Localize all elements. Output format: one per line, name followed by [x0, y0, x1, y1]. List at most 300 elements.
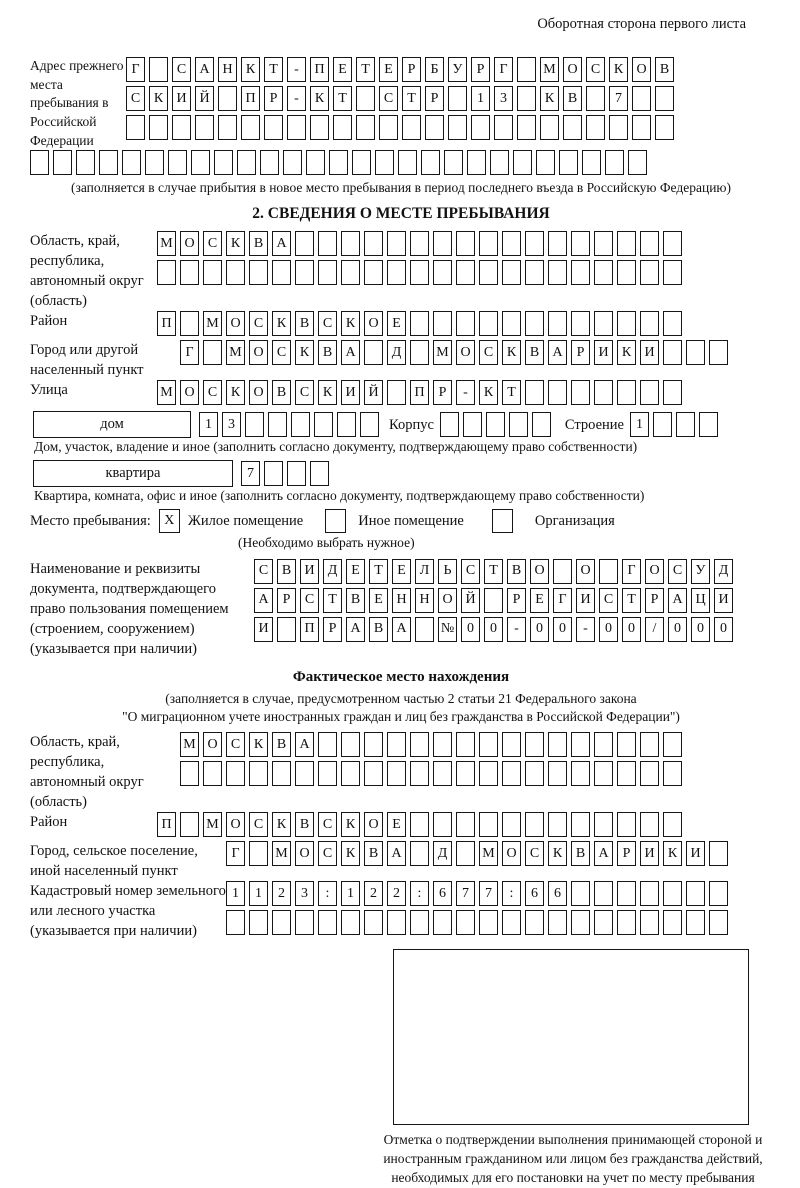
gorod-label: Город или другой населенный пункт: [30, 342, 144, 379]
char-box: №: [438, 617, 457, 642]
checkbox-inoe: [325, 509, 346, 533]
field-prev-address: [30, 57, 772, 150]
char-box: Й: [461, 588, 480, 613]
char-box: [410, 231, 429, 256]
char-box: [548, 732, 567, 757]
char-box: Н: [392, 588, 411, 613]
char-box: В: [295, 812, 314, 837]
char-box: :: [318, 881, 337, 906]
char-box: [272, 761, 291, 786]
char-box: О: [203, 732, 222, 757]
char-box: К: [272, 311, 291, 336]
char-box: К: [341, 311, 360, 336]
char-box: [53, 150, 72, 175]
char-box: Г: [180, 340, 199, 365]
char-box: [553, 559, 572, 584]
char-box: [571, 881, 590, 906]
char-box: [306, 150, 325, 175]
char-box: [484, 588, 503, 613]
char-box: [571, 231, 590, 256]
char-box: [318, 231, 337, 256]
field-doc: [30, 559, 772, 659]
char-box: [268, 412, 287, 437]
char-box: [640, 732, 659, 757]
raion-label: Район: [30, 313, 68, 330]
char-box: Д: [433, 841, 452, 866]
char-box: [663, 881, 682, 906]
char-box: 2: [387, 881, 406, 906]
char-box: [456, 910, 475, 935]
char-box: [341, 910, 360, 935]
char-box: [586, 115, 605, 140]
char-box: И: [594, 340, 613, 365]
char-box: [571, 761, 590, 786]
prev-address-row-2: [126, 86, 674, 111]
char-box: Т: [264, 57, 283, 82]
char-box: [628, 150, 647, 175]
char-box: Е: [530, 588, 549, 613]
char-box: [536, 150, 555, 175]
char-box: [387, 910, 406, 935]
char-box: [433, 231, 452, 256]
char-box: [410, 732, 429, 757]
doc-row-3: [254, 617, 733, 642]
kadastr-row-2: [226, 910, 728, 935]
char-box: [287, 461, 306, 486]
char-box: [548, 910, 567, 935]
char-box: [149, 115, 168, 140]
char-box: [599, 559, 618, 584]
char-box: [440, 412, 459, 437]
char-box: О: [530, 559, 549, 584]
char-box: К: [149, 86, 168, 111]
char-box: [653, 412, 672, 437]
char-box: И: [640, 340, 659, 365]
prev-address-label: Адрес прежнего места пребывания в Российской Федерации: [30, 58, 124, 148]
char-box: [571, 910, 590, 935]
char-box: [433, 910, 452, 935]
char-box: Д: [323, 559, 342, 584]
char-box: О: [563, 57, 582, 82]
char-box: А: [594, 841, 613, 866]
char-box: А: [341, 340, 360, 365]
char-box: О: [364, 311, 383, 336]
char-box: 7: [609, 86, 628, 111]
char-box: [686, 881, 705, 906]
char-box: [479, 260, 498, 285]
char-box: 3: [295, 881, 314, 906]
char-box: [122, 150, 141, 175]
char-box: [525, 231, 544, 256]
char-box: [617, 260, 636, 285]
char-box: [617, 761, 636, 786]
char-box: [571, 732, 590, 757]
field-gorod: [30, 340, 772, 380]
char-box: [709, 841, 728, 866]
char-box: [525, 311, 544, 336]
char-box: А: [392, 617, 411, 642]
char-box: О: [180, 380, 199, 405]
stamp-caption: Отметка о подтверждении выполнения принимающей стороной и иностранным гражданином или лицом без гражданства действий, необходимых для его постановки на учет по месту пребывания: [383, 1132, 763, 1185]
char-box: [356, 86, 375, 111]
char-box: 1: [199, 412, 218, 437]
char-box: С: [203, 231, 222, 256]
char-box: [402, 115, 421, 140]
char-box: [699, 412, 718, 437]
char-box: П: [157, 311, 176, 336]
char-box: [341, 231, 360, 256]
char-box: [655, 115, 674, 140]
char-box: [655, 86, 674, 111]
char-box: [676, 412, 695, 437]
char-box: Е: [369, 588, 388, 613]
char-box: Г: [553, 588, 572, 613]
char-box: Л: [415, 559, 434, 584]
char-box: [709, 340, 728, 365]
char-box: [172, 115, 191, 140]
char-box: [433, 732, 452, 757]
oblast-2-row-1: [180, 732, 682, 757]
char-box: [341, 260, 360, 285]
char-box: С: [318, 311, 337, 336]
char-box: -: [287, 86, 306, 111]
char-box: [479, 732, 498, 757]
char-box: С: [525, 841, 544, 866]
char-box: [283, 150, 302, 175]
char-box: А: [548, 340, 567, 365]
char-box: О: [180, 231, 199, 256]
oblast-2-row-2: [180, 761, 682, 786]
raion-2-row: [157, 812, 682, 837]
char-box: 7: [479, 881, 498, 906]
char-box: [586, 86, 605, 111]
char-box: 7: [241, 461, 260, 486]
char-box: :: [502, 881, 521, 906]
char-box: В: [571, 841, 590, 866]
char-box: Е: [346, 559, 365, 584]
char-box: [640, 231, 659, 256]
char-box: [226, 910, 245, 935]
char-box: [249, 910, 268, 935]
char-box: Д: [714, 559, 733, 584]
char-box: [686, 910, 705, 935]
char-box: [260, 150, 279, 175]
char-box: [364, 260, 383, 285]
char-box: М: [479, 841, 498, 866]
char-box: 1: [341, 881, 360, 906]
char-box: -: [507, 617, 526, 642]
char-box: Й: [195, 86, 214, 111]
char-box: А: [387, 841, 406, 866]
char-box: [571, 380, 590, 405]
doc-boxes: [254, 559, 733, 646]
dom-number-boxes: [199, 412, 379, 437]
char-box: [448, 86, 467, 111]
char-box: М: [226, 340, 245, 365]
char-box: [456, 231, 475, 256]
char-box: [502, 910, 521, 935]
char-box: [571, 311, 590, 336]
char-box: :: [410, 881, 429, 906]
field-ulitsa: [30, 380, 772, 409]
char-box: О: [364, 812, 383, 837]
stamp-area-box: [393, 949, 749, 1125]
char-box: [456, 841, 475, 866]
char-box: [479, 231, 498, 256]
char-box: О: [632, 57, 651, 82]
ulitsa-row: [157, 380, 682, 405]
char-box: [502, 311, 521, 336]
char-box: [314, 412, 333, 437]
char-box: [490, 150, 509, 175]
char-box: С: [126, 86, 145, 111]
factual-caption-2: "О миграционном учете иностранных граждан и лиц без гражданства в Российской Федерации"): [122, 708, 680, 724]
char-box: В: [364, 841, 383, 866]
char-box: 0: [530, 617, 549, 642]
char-box: 0: [622, 617, 641, 642]
char-box: [329, 150, 348, 175]
char-box: П: [310, 57, 329, 82]
prev-address-caption: (заполняется в случае прибытия в новое место пребывания в период последнего въезда в Российскую Федерацию): [70, 180, 732, 196]
char-box: И: [341, 380, 360, 405]
char-box: [410, 841, 429, 866]
char-box: [318, 761, 337, 786]
char-box: [295, 260, 314, 285]
oblast-2-label: Область, край, республика, автономный округ (область): [30, 734, 144, 810]
char-box: Ь: [438, 559, 457, 584]
char-box: [245, 412, 264, 437]
char-box: [237, 150, 256, 175]
char-box: [364, 761, 383, 786]
char-box: А: [195, 57, 214, 82]
char-box: П: [241, 86, 260, 111]
char-box: О: [456, 340, 475, 365]
char-box: Р: [471, 57, 490, 82]
char-box: [494, 115, 513, 140]
char-box: [617, 231, 636, 256]
dom-widebox: дом: [33, 411, 191, 438]
char-box: [548, 231, 567, 256]
char-box: [410, 812, 429, 837]
char-box: [617, 380, 636, 405]
char-box: Т: [622, 588, 641, 613]
stroenie-label: Строение: [564, 416, 624, 433]
kadastr-label: Кадастровый номер земельного или лесного участка (указывается при наличии): [30, 883, 226, 939]
checkbox-zhiloe: X: [159, 509, 180, 533]
char-box: К: [272, 812, 291, 837]
char-box: К: [241, 57, 260, 82]
char-box: [617, 910, 636, 935]
mesto-label: Место пребывания:: [30, 513, 151, 530]
char-box: К: [226, 380, 245, 405]
char-box: Е: [387, 311, 406, 336]
char-box: /: [645, 617, 664, 642]
char-box: [341, 761, 360, 786]
prev-address-row-1: [126, 57, 674, 82]
char-box: Ц: [691, 588, 710, 613]
char-box: [594, 231, 613, 256]
char-box: [226, 761, 245, 786]
char-box: [410, 260, 429, 285]
stroenie-boxes: [630, 412, 718, 437]
char-box: [387, 761, 406, 786]
char-box: [291, 412, 310, 437]
char-box: С: [249, 311, 268, 336]
char-box: [249, 260, 268, 285]
char-box: [594, 761, 613, 786]
char-box: К: [617, 340, 636, 365]
char-box: [456, 311, 475, 336]
char-box: Р: [264, 86, 283, 111]
char-box: [456, 732, 475, 757]
char-box: М: [157, 231, 176, 256]
char-box: В: [249, 231, 268, 256]
char-box: [444, 150, 463, 175]
char-box: В: [525, 340, 544, 365]
doc-label: Наименование и реквизиты документа, подтверждающего право пользования помещением (строением, сооружением) (указывается при наличии): [30, 560, 229, 657]
char-box: [76, 150, 95, 175]
char-box: [264, 461, 283, 486]
char-box: [379, 115, 398, 140]
char-box: С: [461, 559, 480, 584]
char-box: [249, 761, 268, 786]
char-box: [471, 115, 490, 140]
field-oblast-2: [30, 732, 772, 812]
char-box: [287, 115, 306, 140]
char-box: О: [226, 311, 245, 336]
mesto-option-zhiloe-label: Жилое помещение: [187, 513, 304, 530]
char-box: [387, 231, 406, 256]
char-box: [456, 260, 475, 285]
char-box: В: [318, 340, 337, 365]
char-box: [337, 412, 356, 437]
char-box: И: [254, 617, 273, 642]
char-box: В: [272, 380, 291, 405]
char-box: [640, 812, 659, 837]
mesto-caption: (Необходимо выбрать нужное): [238, 535, 415, 551]
char-box: [594, 260, 613, 285]
char-box: [433, 761, 452, 786]
char-box: [479, 311, 498, 336]
char-box: Б: [425, 57, 444, 82]
char-box: И: [686, 841, 705, 866]
section2-title: 2. СВЕДЕНИЯ О МЕСТЕ ПРЕБЫВАНИЯ: [252, 205, 550, 223]
char-box: [663, 260, 682, 285]
char-box: [226, 260, 245, 285]
char-box: С: [599, 588, 618, 613]
char-box: [594, 910, 613, 935]
char-box: [456, 761, 475, 786]
char-box: Р: [323, 617, 342, 642]
field-raion-2: [30, 812, 772, 841]
char-box: [517, 86, 536, 111]
char-box: В: [272, 732, 291, 757]
char-box: [525, 812, 544, 837]
char-box: [149, 57, 168, 82]
char-box: С: [379, 86, 398, 111]
char-box: [609, 115, 628, 140]
char-box: М: [203, 311, 222, 336]
oblast-row-1: [157, 231, 682, 256]
char-box: О: [645, 559, 664, 584]
doc-row-1: [254, 559, 733, 584]
page-side-note: Оборотная сторона первого листа: [537, 16, 746, 32]
char-box: [356, 115, 375, 140]
char-box: [632, 115, 651, 140]
char-box: [479, 812, 498, 837]
char-box: О: [249, 380, 268, 405]
char-box: [195, 115, 214, 140]
char-box: Е: [387, 812, 406, 837]
gorod-2-label: Город, сельское поселение, иной населенный пункт: [30, 843, 198, 879]
char-box: [663, 732, 682, 757]
char-box: А: [272, 231, 291, 256]
prev-address-boxes: [126, 57, 674, 144]
char-box: Т: [369, 559, 388, 584]
char-box: [203, 761, 222, 786]
char-box: О: [576, 559, 595, 584]
kadastr-row-1: [226, 881, 728, 906]
char-box: К: [548, 841, 567, 866]
char-box: С: [300, 588, 319, 613]
char-box: 1: [249, 881, 268, 906]
char-box: [467, 150, 486, 175]
char-box: [486, 412, 505, 437]
char-box: [502, 260, 521, 285]
char-box: [333, 115, 352, 140]
char-box: [249, 841, 268, 866]
char-box: [525, 910, 544, 935]
char-box: [479, 910, 498, 935]
char-box: [168, 150, 187, 175]
char-box: К: [341, 841, 360, 866]
checkbox-organizatsiya: [492, 509, 513, 533]
char-box: Р: [507, 588, 526, 613]
mesto-option-org-label: Организация: [534, 513, 615, 530]
field-oblast: [30, 231, 772, 311]
char-box: [517, 57, 536, 82]
mesto-option-inoe-label: Иное помещение: [358, 513, 464, 530]
char-box: [640, 881, 659, 906]
char-box: 1: [630, 412, 649, 437]
char-box: [571, 812, 590, 837]
char-box: Р: [277, 588, 296, 613]
char-box: М: [272, 841, 291, 866]
char-box: А: [254, 588, 273, 613]
oblast-boxes: [157, 231, 682, 289]
char-box: [341, 732, 360, 757]
char-box: О: [502, 841, 521, 866]
char-box: [398, 150, 417, 175]
doc-row-2: [254, 588, 733, 613]
char-box: С: [668, 559, 687, 584]
char-box: -: [576, 617, 595, 642]
char-box: [502, 812, 521, 837]
char-box: [632, 86, 651, 111]
char-box: В: [346, 588, 365, 613]
char-box: [663, 812, 682, 837]
oblast-2-boxes: [180, 732, 682, 790]
char-box: [145, 150, 164, 175]
char-box: К: [479, 380, 498, 405]
char-box: [463, 412, 482, 437]
field-kadastr: [30, 881, 772, 941]
char-box: К: [295, 340, 314, 365]
raion-2-label: Район: [30, 814, 68, 830]
char-box: [663, 231, 682, 256]
char-box: [663, 761, 682, 786]
kvartira-caption: Квартира, комната, офис и иное (заполнить согласно документу, подтверждающему право собственности): [34, 488, 645, 504]
